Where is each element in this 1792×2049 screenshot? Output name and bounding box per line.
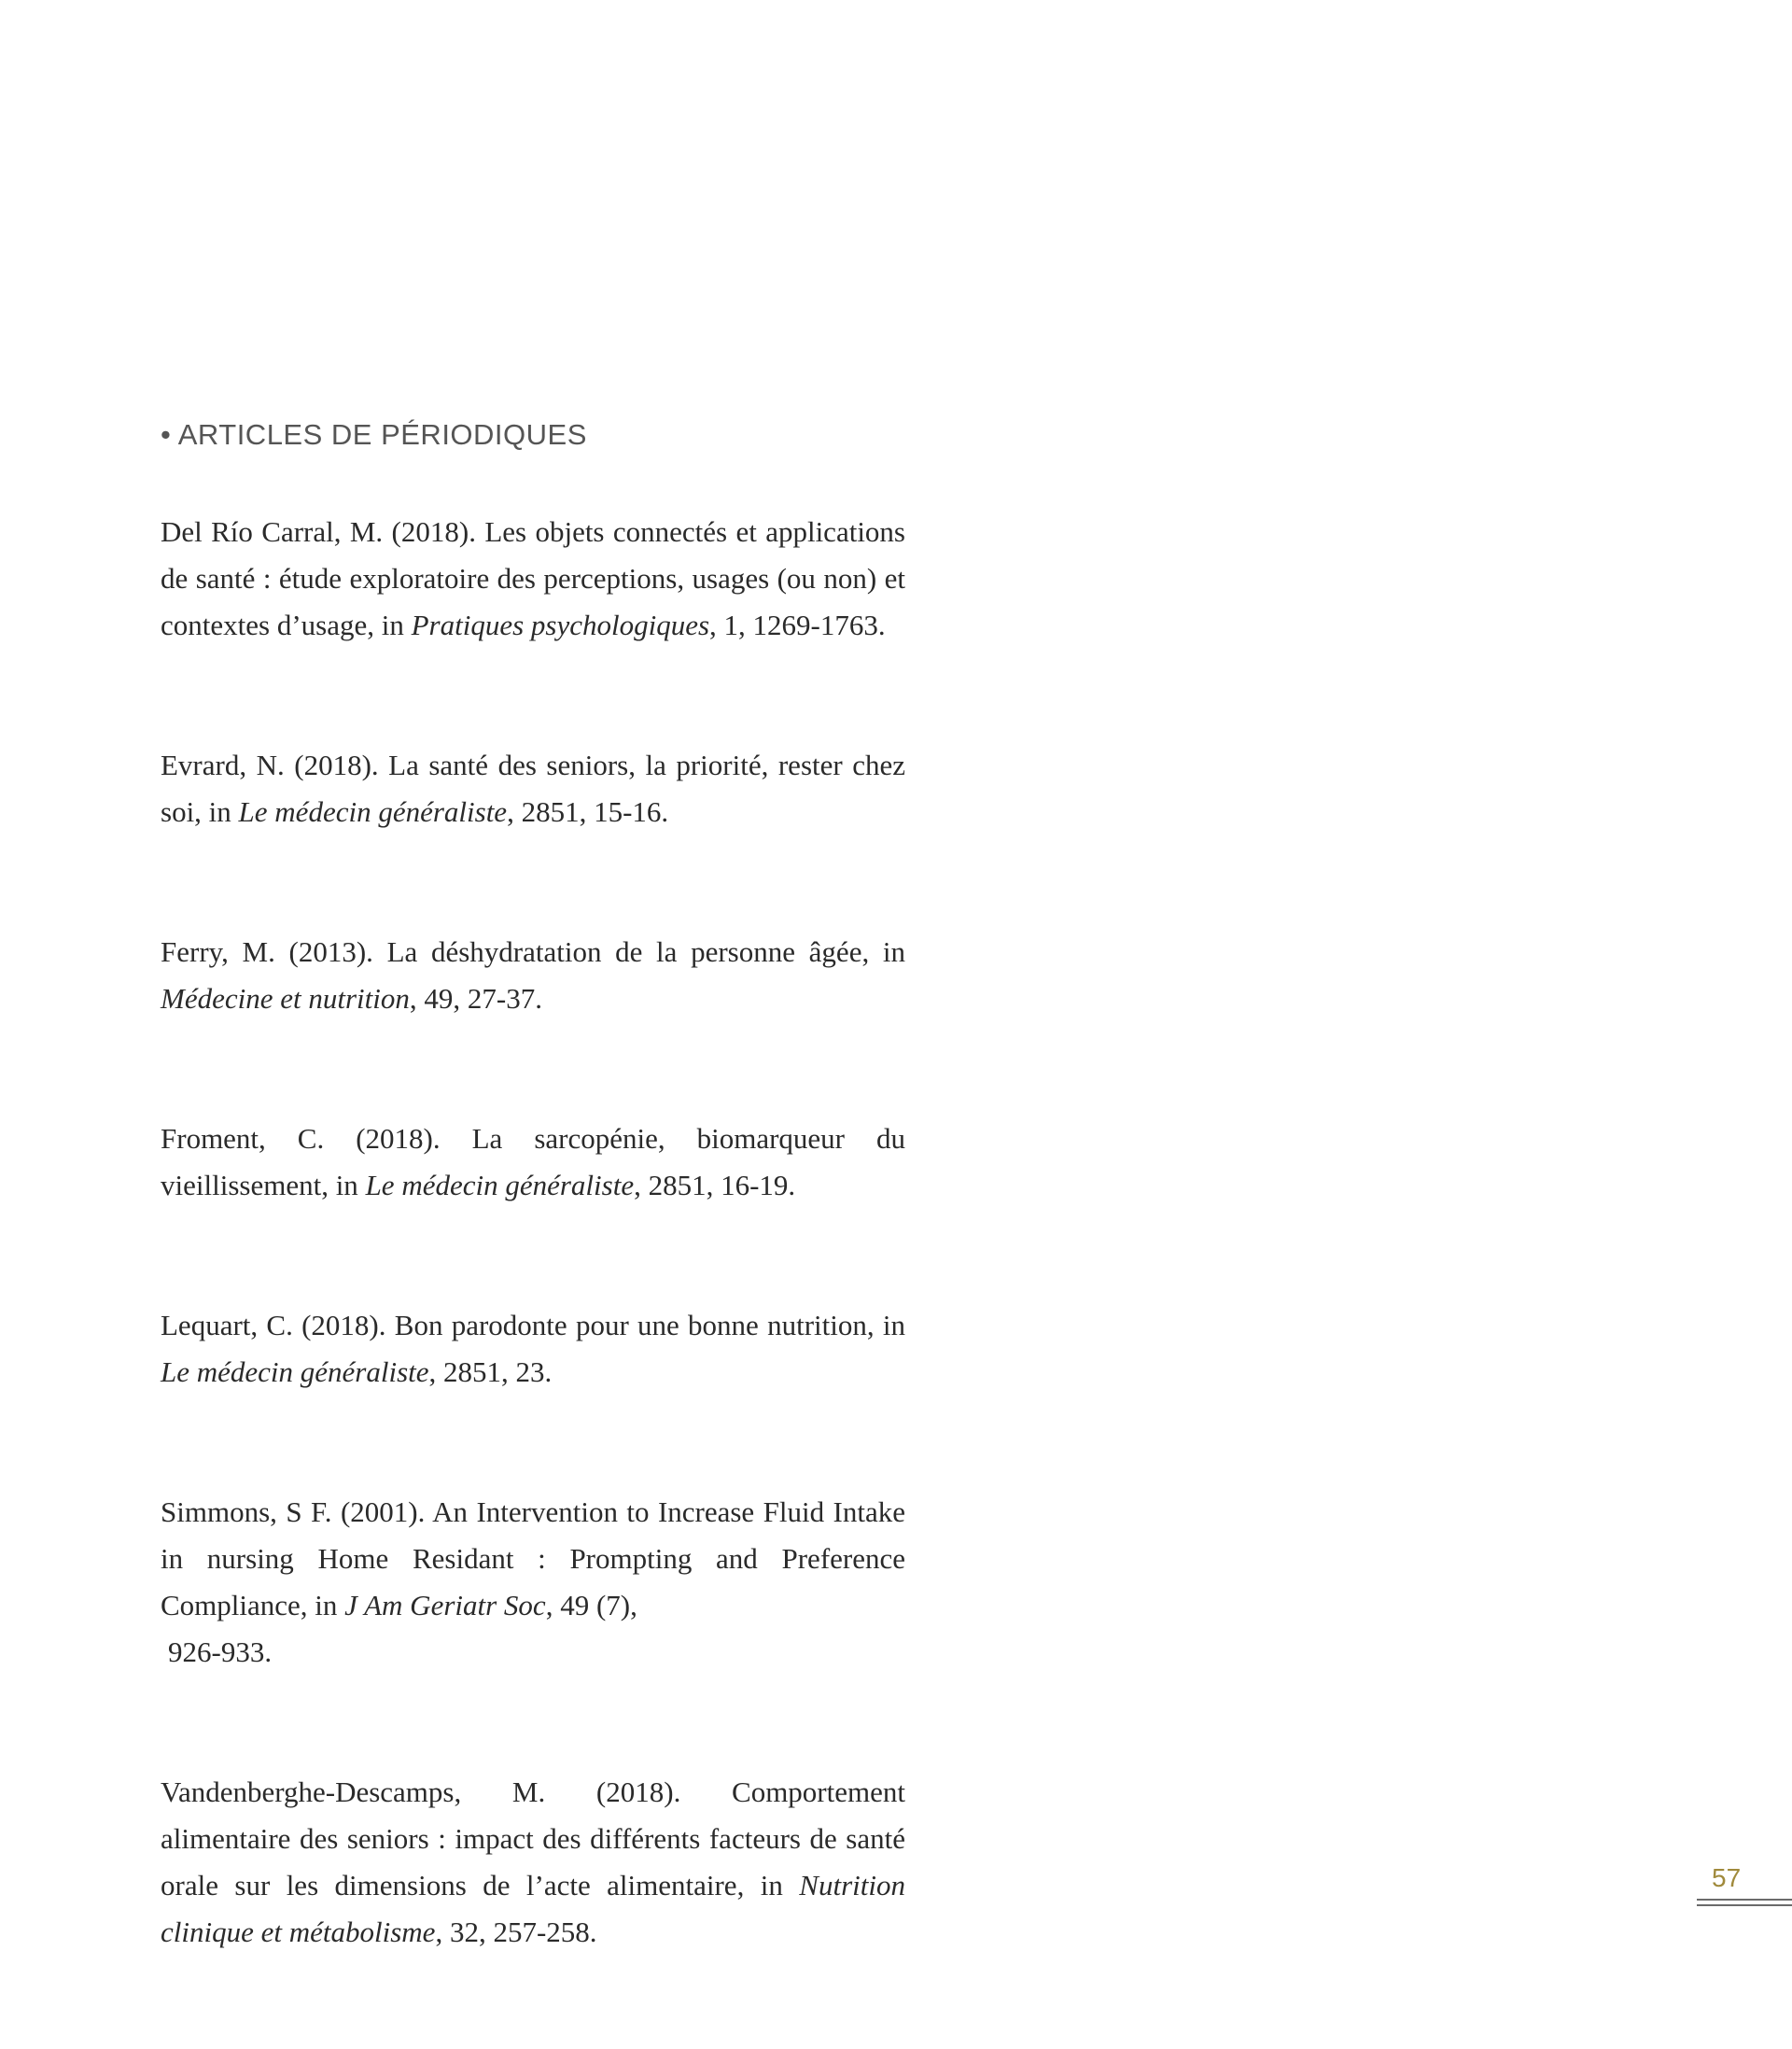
- reference-details: , 2851, 15-16.: [507, 795, 669, 828]
- journal-title: Le médecin généraliste: [161, 1355, 429, 1388]
- reference-item: [161, 742, 905, 835]
- journal-title: Le médecin généraliste: [238, 795, 508, 828]
- reference-details: , 49 (7),: [545, 1589, 637, 1621]
- journal-title: Nutrition clinique et métabolisme: [161, 1869, 905, 1948]
- journal-title: Le médecin généraliste: [365, 1169, 635, 1201]
- footer-rule: [1697, 1899, 1792, 1901]
- reference-item: [161, 929, 905, 1022]
- reference-item: [161, 1769, 905, 1956]
- reference-text: Del Río Carral, M. (2018). Les objets connectés et applications de santé : étude exploratoire des perceptions, usages (ou non) et contextes d’usage, in: [161, 515, 905, 641]
- reference-text: Simmons, S F. (2001). An Intervention to Increase Fluid Intake in nursing Home Residant : Prompting and Preference Compliance, in: [161, 1495, 905, 1621]
- reference-text: Vandenberghe-Descamps, M. (2018). Comportement alimentaire des seniors : impact des différents facteurs de santé orale sur les dimensions de l’acte alimentaire, in: [161, 1775, 905, 1902]
- reference-list: [161, 509, 905, 2049]
- reference-item: [161, 1302, 905, 1396]
- reference-text: Evrard, N. (2018). La santé des seniors, la priorité, rester chez soi, in: [161, 749, 905, 828]
- reference-details: , 49, 27-37.: [409, 982, 542, 1015]
- journal-title: Médecine et nutrition: [161, 982, 410, 1015]
- footer-rule: [1697, 1904, 1792, 1906]
- reference-item: [161, 1116, 905, 1209]
- reference-details: , 2851, 23.: [428, 1355, 553, 1388]
- journal-title: Pratiques psychologiques: [411, 609, 710, 641]
- reference-details: , 2851, 16-19.: [634, 1169, 796, 1201]
- reference-text: Lequart, C. (2018). Bon parodonte pour une bonne nutrition, in: [161, 1309, 905, 1341]
- reference-page-range: 926-933.: [168, 1635, 273, 1668]
- section-heading: • ARTICLES DE PÉRIODIQUES: [161, 418, 587, 451]
- journal-title: J Am Geriatr Soc: [344, 1589, 546, 1621]
- reference-text: Ferry, M. (2013). La déshydratation de la personne âgée, in: [161, 935, 905, 968]
- reference-details: , 1, 1269-1763.: [709, 609, 886, 641]
- page-number: 57: [1712, 1863, 1742, 1892]
- reference-text: Froment, C. (2018). La sarcopénie, biomarqueur du vieillissement, in: [161, 1122, 905, 1201]
- reference-details: , 32, 257-258.: [435, 1916, 597, 1948]
- reference-item: [161, 1489, 905, 1676]
- reference-item: [161, 509, 905, 649]
